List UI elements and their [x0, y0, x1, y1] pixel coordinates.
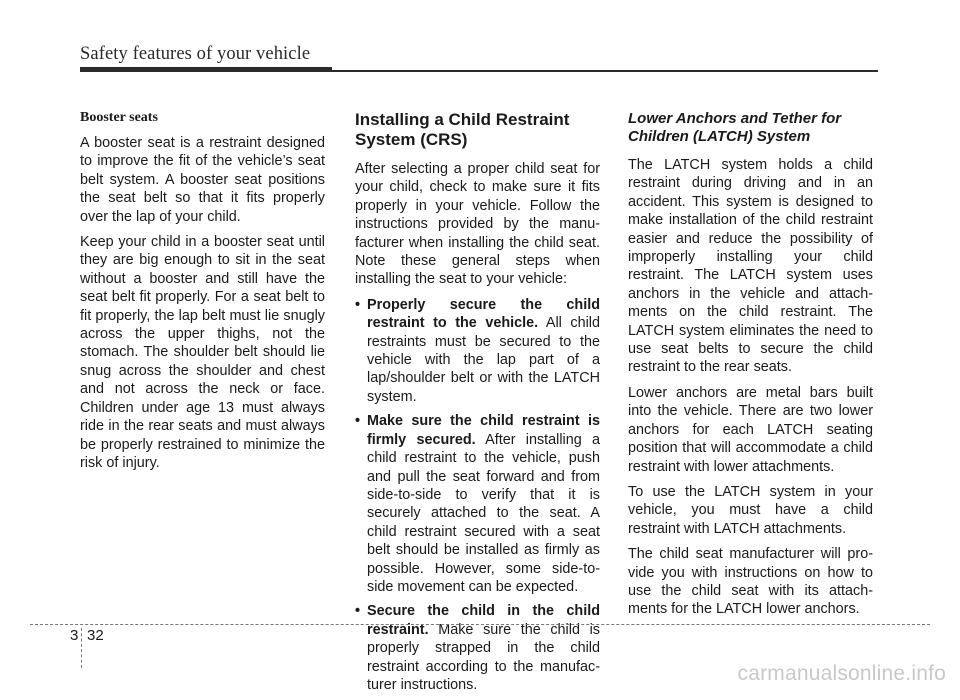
bullet-icon: •	[355, 296, 361, 313]
column-booster-seats	[80, 110, 325, 479]
column-latch-system	[628, 110, 873, 626]
footer-divider	[30, 624, 930, 625]
bullet-lead: Secure the child in the child restraint.	[367, 603, 600, 638]
bullet-icon: •	[355, 603, 361, 620]
latch-paragraph-1: The LATCH system holds a child restraint during driving and in an accident. This system is designed to make installation of the child restraint easier and reduce the possibility of improperly installing your child restraint. The LATCH system uses anchors in the vehicle and attach-ments on the child restraint. The LATCH system eliminates the need to use seat belts to secure the child restraint to the rear seats.	[628, 157, 873, 376]
latch-paragraph-2: Lower anchors are metal bars built into the vehicle. There are two lower anchors for each LATCH seating position that will accommodate a child restraint with lower attachments.	[628, 384, 873, 475]
list-item	[355, 412, 600, 596]
page-header-title: Safety features of your vehicle	[80, 44, 311, 64]
latch-paragraph-4: The child seat manufacturer will pro-vide you with instructions on how to use the child seat with its attach-ments for the LATCH lower anchors.	[628, 546, 873, 618]
footer-page-divider	[81, 628, 82, 668]
booster-seats-subheading: Booster seats	[80, 110, 158, 125]
header-rule-thin	[332, 70, 878, 72]
booster-paragraph-2: Keep your child in a booster seat until they are big enough to sit in the seat without a booster and still have the seat belt fit properly. For a seat belt to fit properly, the lap belt must lie snugly across the upper thighs, not the stomach. The shoulder belt should lie snug across the shoulder and chest and not across the neck or face. Children under age 13 must always ride in the rear seats and must always be properly restrained to minimize the risk of injury.	[80, 234, 325, 471]
list-item	[355, 296, 600, 406]
bullet-lead: Make sure the child restraint is firmly secured.	[367, 413, 600, 448]
bullet-text: Make sure the child is properly strapped in the child restraint according to the manufac-turer instructions.	[367, 621, 600, 693]
installing-crs-steps	[355, 296, 600, 695]
installing-crs-title: Installing a Child Restraint System (CRS)	[355, 110, 570, 149]
bullet-text: All child restraints must be secured to the vehicle with the lap part of a lap/shoulder belt or with the LATCH system.	[367, 315, 600, 405]
list-item	[355, 602, 600, 694]
bullet-icon: •	[355, 413, 361, 430]
header-rule-thick	[80, 67, 332, 72]
page-number: 32	[87, 627, 104, 644]
latch-title: Lower Anchors and Tether for Children (LATCH) System	[628, 110, 842, 145]
bullet-text: After installing a child restraint to the vehicle, push and pull the seat forward and from side-to-side to verify that it is securely attached to the seat. A child restraint secured with a seat belt should be installed as firmly as possible. However, some side-to-side movement can be expected.	[367, 431, 600, 595]
bullet-lead: Properly secure the child restraint to the vehicle.	[367, 296, 600, 332]
site-watermark: carmanualsonline.info	[737, 662, 946, 685]
latch-paragraph-3: To use the LATCH system in your vehicle, you must have a child restraint with LATCH attachments.	[628, 483, 873, 537]
booster-paragraph-1: A booster seat is a restraint designed to improve the fit of the vehicle’s seat belt system. A booster seat positions the seat belt so that it fits properly over the lap of your child.	[80, 135, 325, 225]
installing-crs-intro: After selecting a proper child seat for your child, check to make sure it fits properly in your vehicle. Follow the instructions provided by the manu-facturer when installing the child seat. Note these general steps when installing the seat to your vehicle:	[355, 161, 600, 288]
chapter-number: 3	[70, 627, 79, 644]
column-installing-crs	[355, 110, 600, 700]
